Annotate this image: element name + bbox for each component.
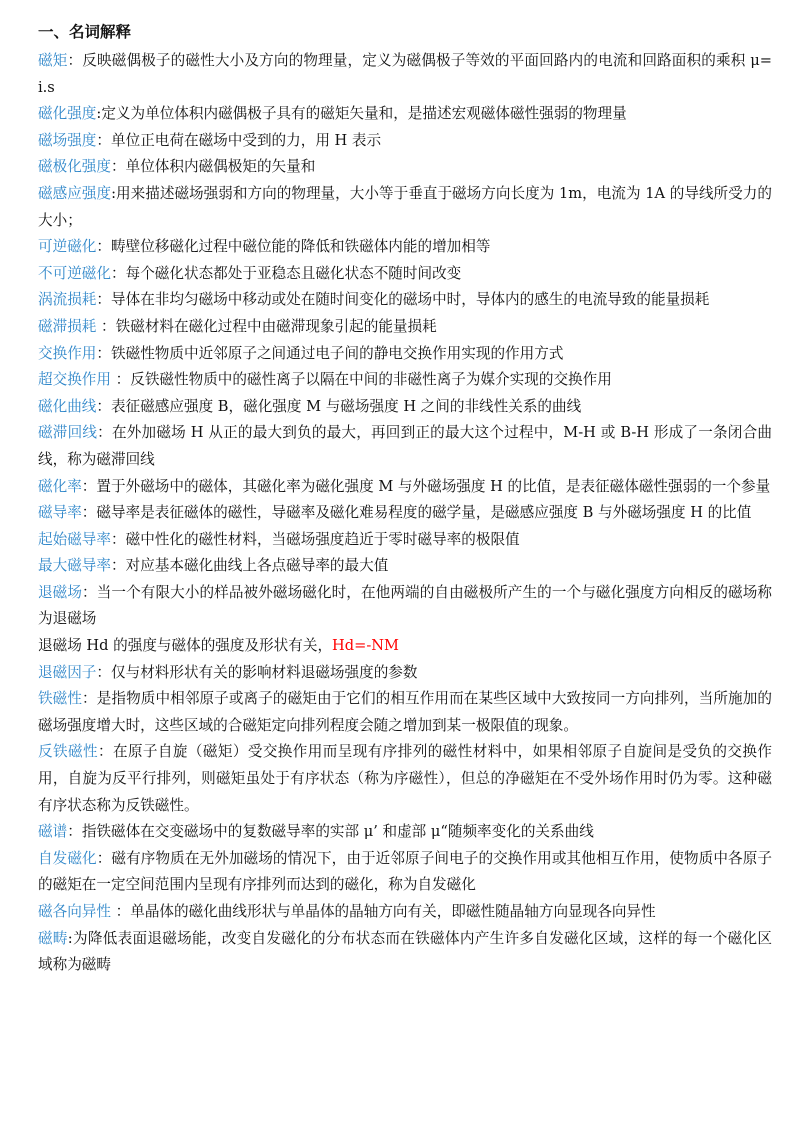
definition-separator: ： <box>96 663 111 681</box>
definition-entry <box>38 341 772 368</box>
definition-text: 表征磁感应强度 B，磁化强度 M 与磁场强度 H 之间的非线性关系的曲线 <box>111 397 582 415</box>
definition-separator: ： <box>96 291 111 309</box>
demag-note <box>38 633 772 660</box>
definition-term: 磁极化强度 <box>38 158 111 176</box>
definition-separator: ： <box>81 504 97 522</box>
definition-term: 交换作用 <box>38 344 97 362</box>
definition-entry <box>38 739 772 819</box>
definition-term: 退磁场 <box>38 583 83 601</box>
definition-term: 自发磁化 <box>38 849 97 867</box>
definition-term: 不可逆磁化 <box>38 264 111 282</box>
definition-separator: ： <box>97 743 113 761</box>
definition-separator: ： <box>82 690 97 708</box>
definition-entry <box>38 48 772 101</box>
definition-text: 当一个有限大小的样品被外磁场磁化时，在他两端的自由磁极所产生的一个与磁化强度方向相反的磁场称为退磁场 <box>38 583 772 628</box>
definition-separator: ： <box>110 371 131 389</box>
definition-entry <box>38 474 772 501</box>
definition-separator: ： <box>110 264 126 282</box>
definition-text: 为降低表面退磁场能，改变自发磁化的分布状态而在铁磁体内产生许多自发磁化区域，这样的每一个磁化区域称为磁畴 <box>38 929 772 974</box>
definition-term: 铁磁性 <box>38 690 83 708</box>
definition-text: 每个磁化状态都处于亚稳态且磁化状态不随时间改变 <box>125 264 462 282</box>
definition-entry <box>38 819 772 846</box>
definition-separator: ： <box>96 397 111 415</box>
demag-note-text: 退磁场 Hd 的强度与磁体的强度及形状有关， <box>38 637 333 655</box>
definition-term: 最大磁导率 <box>38 557 111 575</box>
document-page <box>38 20 772 979</box>
definition-term: 起始磁导率 <box>38 530 111 548</box>
definition-separator: ： <box>67 823 82 841</box>
definition-separator: ： <box>96 849 112 867</box>
definition-entry <box>38 128 772 155</box>
definition-text: 对应基本磁化曲线上各点磁导率的最大值 <box>125 557 389 575</box>
definition-term: 退磁因子 <box>38 663 97 681</box>
definition-term: 磁畴 <box>38 929 68 947</box>
definition-text: 反铁磁性物质中的磁性离子以隔在中间的非磁性离子为媒介实现的交换作用 <box>130 371 612 389</box>
definition-entry <box>38 101 772 128</box>
definition-separator: ： <box>82 583 97 601</box>
definition-text: 铁磁材料在磁化过程中由磁滞现象引起的能量损耗 <box>115 317 437 335</box>
definition-separator: ： <box>110 903 131 920</box>
definition-term: 可逆磁化 <box>38 238 97 256</box>
definition-text: 定义为单位体积内磁偶极子具有的磁矩矢量和，是描述宏观磁体磁性强弱的物理量 <box>101 105 627 123</box>
definition-entry <box>38 553 772 580</box>
definition-text: 磁有序物质在无外加磁场的情况下，由于近邻原子间电子的交换作用或其他相互作用，使物质中各原子的磁矩在一定空间范围内呈现有序排列而达到的磁化，称为自发磁化 <box>38 849 772 894</box>
definition-text: 是指物质中相邻原子或离子的磁矩由于它们的相互作用而在某些区域中大致按同一方向排列，当所施加的磁场强度增大时，这些区域的合磁矩定向排列程度会随之增加到某一极限值的现象。 <box>38 690 772 734</box>
definition-separator: ： <box>96 238 111 256</box>
definition-separator: : <box>96 105 102 123</box>
definition-term: 磁矩 <box>38 52 68 69</box>
definition-separator: ： <box>96 344 111 362</box>
definition-entry <box>38 527 772 554</box>
definition-text: 在原子自旋（磁矩）受交换作用而呈现有序排列的磁性材料中，如果相邻原子自旋间是受负的交换作用，自旋为反平行排列，则磁矩虽处于有序状态（称为序磁性），但总的净磁矩在不受外场作用时仍为零。这种磁有序状态称为反铁磁性。 <box>38 743 772 814</box>
definition-text: 导体在非均匀磁场中移动或处在随时间变化的磁场中时，导体内的感生的电流导致的能量损耗 <box>111 291 710 309</box>
section-heading: 一、名词解释 <box>38 23 132 41</box>
definition-list <box>38 48 772 633</box>
definition-entry <box>38 234 772 261</box>
definition-text: 磁导率是表征磁体的磁性，导磁率及磁化难易程度的磁学量，是磁感应强度 B 与外磁场强度 H 的比值 <box>96 504 752 522</box>
definition-separator: ： <box>110 557 126 575</box>
definition-term: 磁化率 <box>38 477 82 495</box>
definition-entry <box>38 287 772 314</box>
definition-term: 磁场强度 <box>38 131 97 149</box>
definition-term: 超交换作用 <box>38 371 111 389</box>
definition-term: 磁化强度 <box>38 105 97 123</box>
definition-entry <box>38 367 772 394</box>
definition-text: 仅与材料形状有关的影响材料退磁场强度的参数 <box>111 663 418 681</box>
definition-entry <box>38 926 772 979</box>
definition-entry <box>38 314 772 341</box>
definition-separator: ： <box>96 317 116 335</box>
definition-entry <box>38 154 772 181</box>
definition-term: 磁滞回线 <box>38 424 98 442</box>
definition-text: 铁磁性物质中近邻原子之间通过电子间的静电交换作用实现的作用方式 <box>111 344 564 362</box>
definition-text: 指铁磁体在交变磁场中的复数磁导率的实部 μ’ 和虚部 μ“随频率变化的关系曲线 <box>81 823 594 841</box>
definition-term: 涡流损耗 <box>38 291 97 309</box>
definition-entry <box>38 420 772 473</box>
definition-text: 单位体积内磁偶极矩的矢量和 <box>125 158 316 176</box>
definition-term: 磁化曲线 <box>38 397 97 415</box>
definition-text: 用来描述磁场强弱和方向的物理量，大小等于垂直于磁场方向长度为 1m，电流为 1A 的导线所受力的大小； <box>38 184 772 229</box>
definition-term: 磁导率 <box>38 504 82 522</box>
definition-entry <box>38 899 772 926</box>
definition-text: 在外加磁场 H 从正的最大到负的最大，再回到正的最大这个过程中，M-H 或 B-H 形成了一条闭合曲线，称为磁滞回线 <box>38 424 772 468</box>
definition-list-2 <box>38 660 772 979</box>
definition-entry <box>38 580 772 633</box>
definition-separator: ： <box>81 477 97 495</box>
definition-entry <box>38 394 772 421</box>
definition-entry <box>38 181 772 234</box>
definition-entry <box>38 846 772 899</box>
definition-separator: ： <box>97 424 112 442</box>
definition-separator: ： <box>67 52 83 69</box>
definition-entry <box>38 686 772 739</box>
definition-term: 反铁磁性 <box>38 743 98 761</box>
definition-term: 磁感应强度 <box>38 184 112 202</box>
definition-term: 磁谱 <box>38 823 68 841</box>
definition-separator: ： <box>110 530 126 548</box>
definition-text: 单晶体的磁化曲线形状与单晶体的晶轴方向有关，即磁性随晶轴方向显现各向异性 <box>130 903 656 920</box>
definition-text: 反映磁偶极子的磁性大小及方向的物理量，定义为磁偶极子等效的平面回路内的电流和回路面积的乘积 μ=i.s <box>38 52 772 96</box>
definition-separator: ： <box>96 131 111 149</box>
definition-separator: : <box>111 184 116 202</box>
definition-separator: ： <box>110 158 126 176</box>
definition-text: 置于外磁场中的磁体，其磁化率为磁化强度 M 与外磁场强度 H 的比值，是表征磁体磁性强弱的一个参量 <box>96 477 771 495</box>
definition-separator: : <box>67 929 73 947</box>
definition-entry <box>38 500 772 527</box>
definition-term: 磁各向异性 <box>38 903 111 920</box>
definition-term: 磁滞损耗 <box>38 317 97 335</box>
definition-entry <box>38 660 772 687</box>
definition-text: 畴壁位移磁化过程中磁位能的降低和铁磁体内能的增加相等 <box>111 238 491 256</box>
definition-entry <box>38 261 772 288</box>
definition-text: 磁中性化的磁性材料，当磁场强度趋近于零时磁导率的极限值 <box>125 530 520 548</box>
demag-formula: Hd=-NM <box>332 637 399 655</box>
definition-text: 单位正电荷在磁场中受到的力，用 H 表示 <box>111 131 382 149</box>
